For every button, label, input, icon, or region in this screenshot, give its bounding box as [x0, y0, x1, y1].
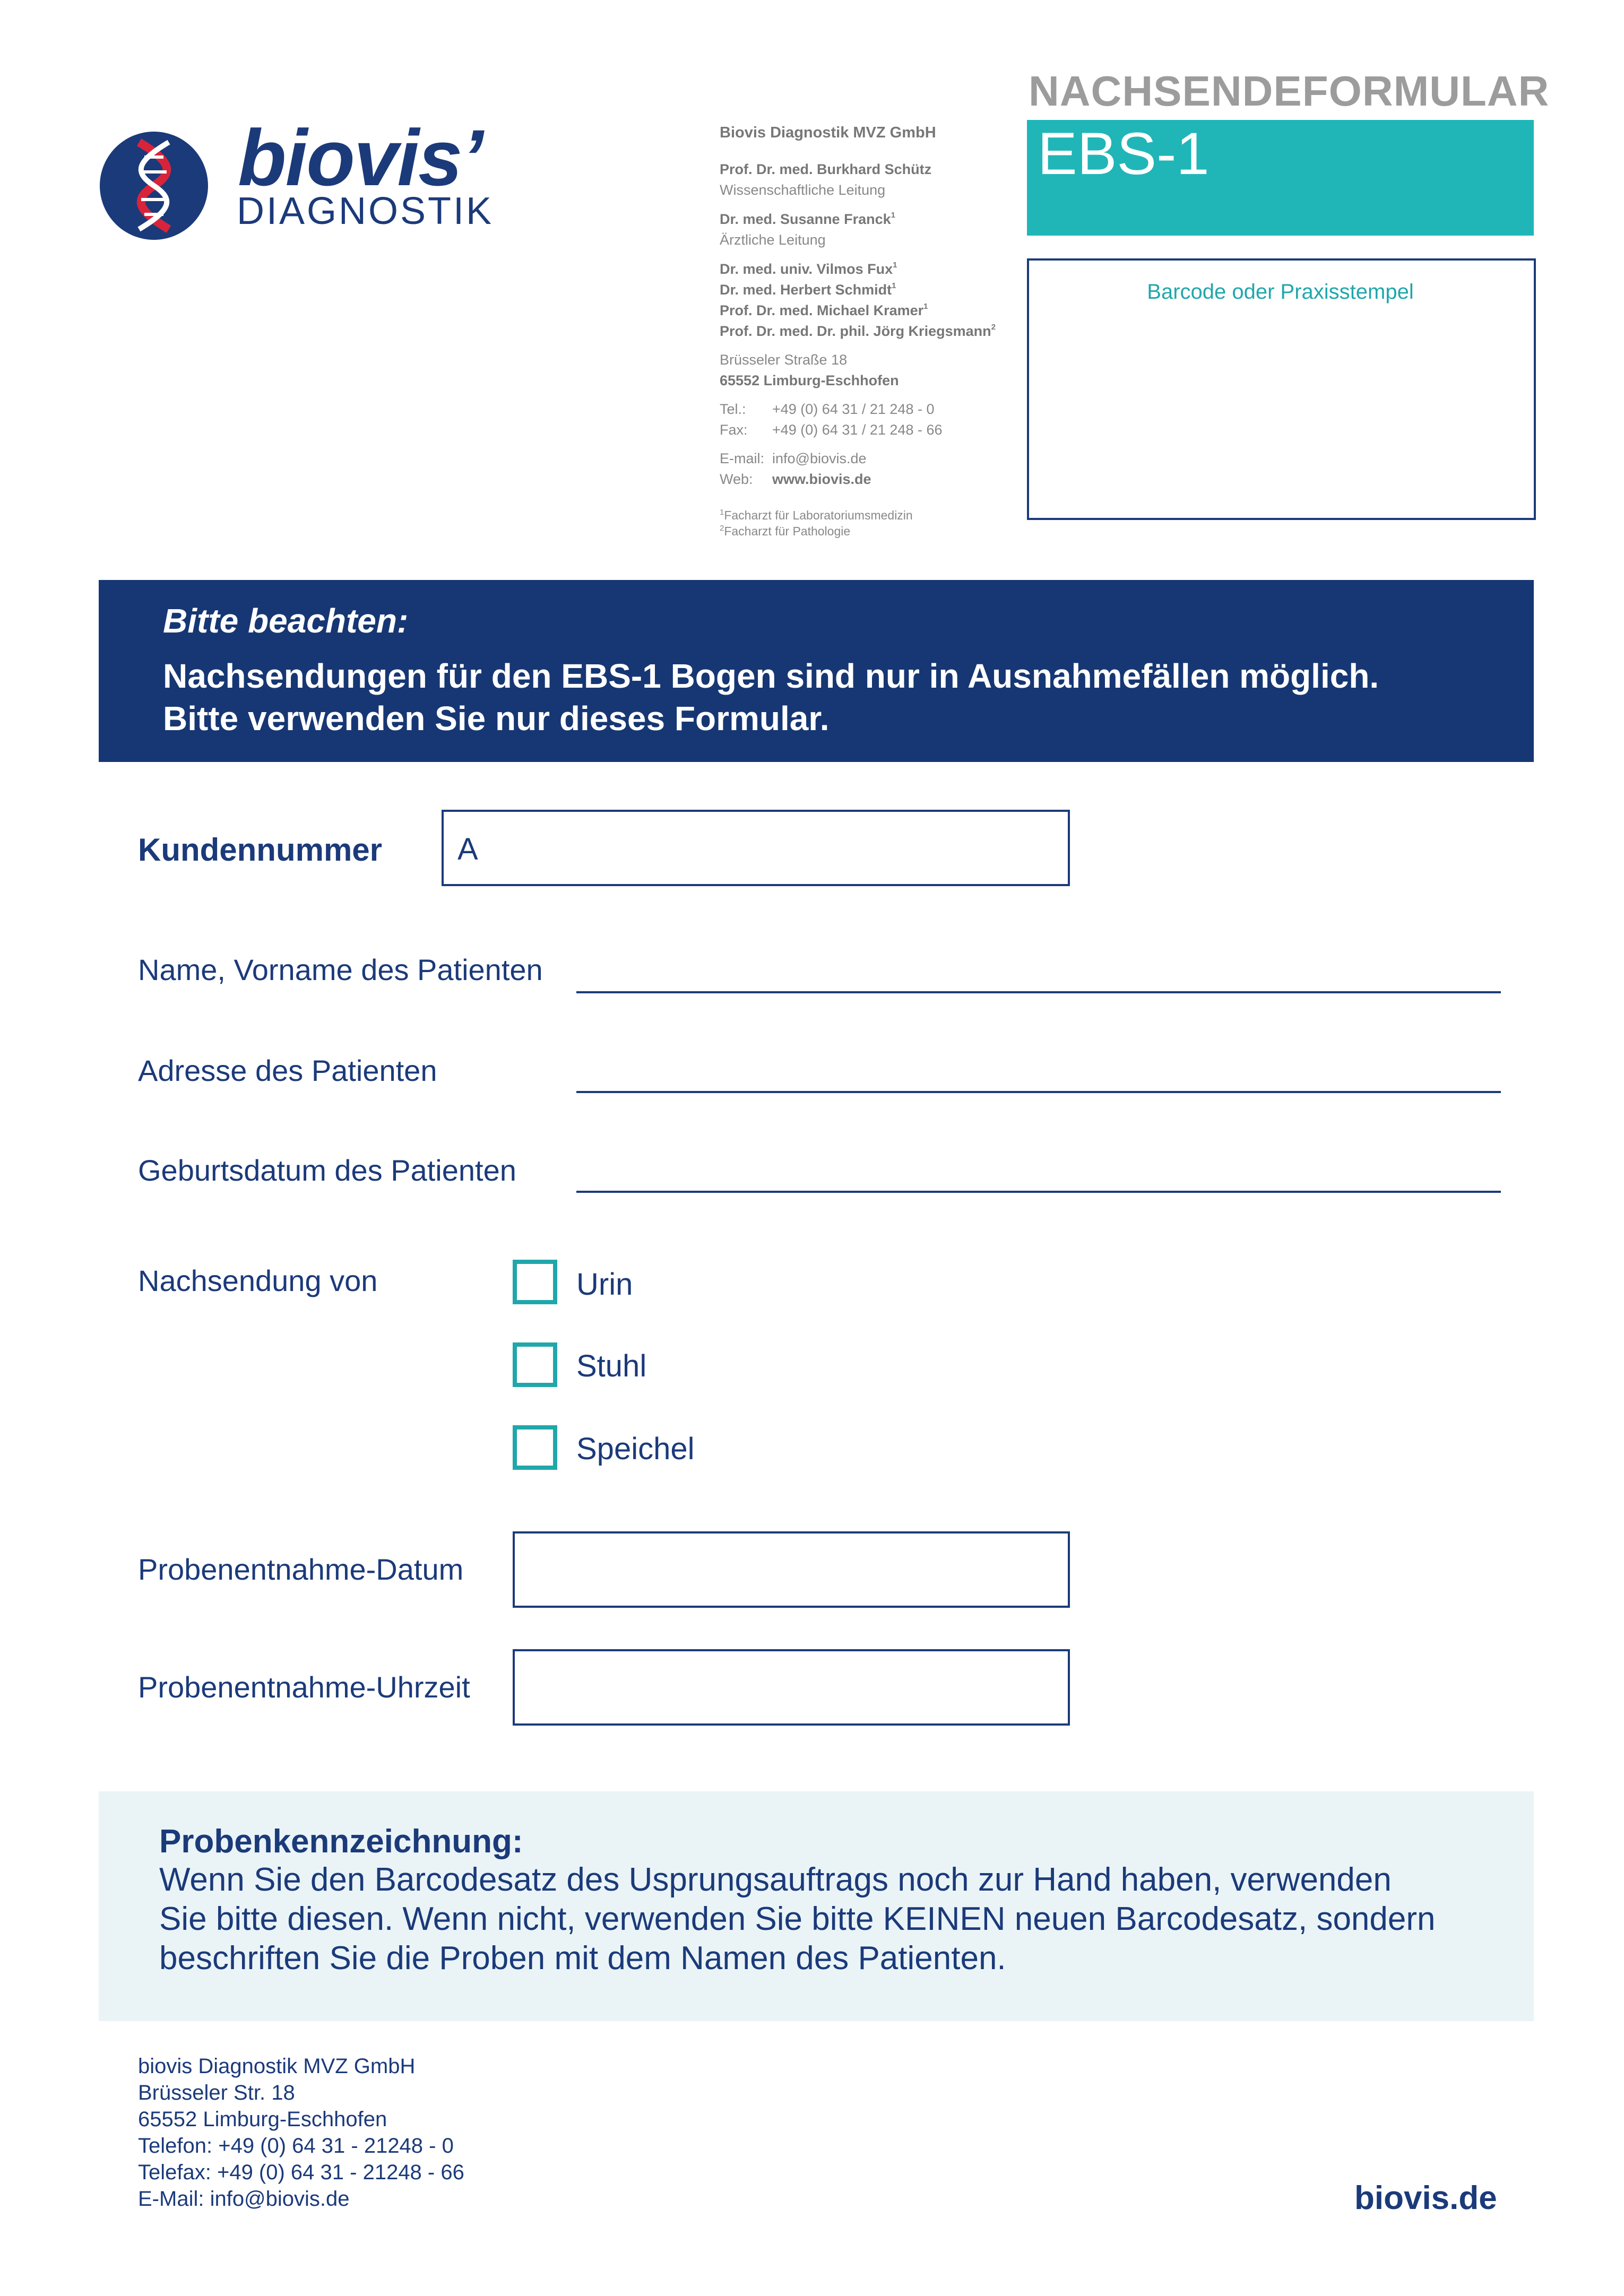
company-fax-label: Fax:: [720, 422, 748, 438]
company-tel-label: Tel.:: [720, 401, 746, 417]
patient-dob-input[interactable]: [576, 1191, 1501, 1193]
barcode-stamp-label: Barcode oder Praxisstempel: [1147, 280, 1414, 304]
footer-city: 65552 Limburg-Eschhofen: [138, 2108, 387, 2131]
customer-number-value: A: [457, 832, 478, 867]
patient-name-label: Name, Vorname des Patienten: [138, 953, 543, 986]
sample-date-label: Probenentnahme-Datum: [138, 1553, 464, 1586]
checkbox-urin[interactable]: [513, 1260, 557, 1304]
sample-date-field[interactable]: [513, 1531, 1070, 1608]
footnote-2: $^2$Facharzt für Pathologie: [720, 524, 851, 538]
sample-labeling-heading: Probenkennzeichnung:: [159, 1823, 523, 1860]
medical-director-role: Ärztliche Leitung: [720, 232, 826, 248]
patient-dob-label: Geburtsdatum des Patienten: [138, 1154, 516, 1187]
notice-line-1: Nachsendungen für den EBS-1 Bogen sind nur in Ausnahmefällen möglich.: [163, 657, 1379, 695]
company-name: Biovis Diagnostik MVZ GmbH: [720, 124, 936, 141]
company-street: Brüsseler Straße 18: [720, 352, 848, 368]
checkbox-speichel[interactable]: [513, 1425, 557, 1470]
director-role: Wissenschaftliche Leitung: [720, 182, 886, 198]
checkbox-stuhl-label: Stuhl: [576, 1349, 647, 1383]
biovis-logo-icon: [99, 131, 209, 241]
company-fax: +49 (0) 64 31 / 21 248 - 66: [772, 422, 943, 438]
patient-address-label: Adresse des Patienten: [138, 1054, 437, 1087]
logo-subtitle: DIAGNOSTIK: [237, 190, 494, 232]
footer-street: Brüsseler Str. 18: [138, 2081, 295, 2104]
customer-number-label: Kundennummer: [138, 832, 383, 868]
doctor-name: Prof. Dr. med. Dr. phil. Jörg Kriegsmann$^2$: [720, 323, 996, 339]
company-web-label: Web:: [720, 471, 753, 487]
medical-director-name: Dr. med. Susanne Franck$^1$: [720, 211, 895, 227]
company-email: info@biovis.de: [772, 450, 867, 466]
director-name: Prof. Dr. med. Burkhard Schütz: [720, 161, 932, 177]
sample-time-field[interactable]: [513, 1649, 1070, 1726]
sample-labeling-line-3: beschriften Sie die Proben mit dem Namen des Patienten.: [159, 1940, 1006, 1977]
notice-heading: Bitte beachten:: [163, 602, 409, 640]
sample-time-label: Probenentnahme-Uhrzeit: [138, 1670, 470, 1704]
footer-email: E-Mail: info@biovis.de: [138, 2187, 350, 2211]
notice-line-2: Bitte verwenden Sie nur dieses Formular.: [163, 699, 830, 738]
form-code: EBS-1: [1038, 120, 1210, 187]
doctor-name: Dr. med. Herbert Schmidt$^1$: [720, 281, 896, 298]
checkbox-speichel-label: Speichel: [576, 1432, 695, 1466]
patient-name-input[interactable]: [576, 991, 1501, 993]
footnote-1: $^1$Facharzt für Laboratoriumsmedizin: [720, 508, 913, 522]
patient-address-input[interactable]: [576, 1091, 1501, 1093]
footer-phone: Telefon: +49 (0) 64 31 - 21248 - 0: [138, 2134, 454, 2158]
footer-company: biovis Diagnostik MVZ GmbH: [138, 2055, 416, 2078]
footer-website[interactable]: biovis.de: [1354, 2180, 1497, 2216]
checkbox-urin-label: Urin: [576, 1267, 633, 1302]
sample-labeling-line-1: Wenn Sie den Barcodesatz des Usprungsauftrags noch zur Hand haben, verwenden: [159, 1861, 1392, 1898]
doctor-name: Prof. Dr. med. Michael Kramer$^1$: [720, 302, 928, 318]
company-email-label: E-mail:: [720, 450, 765, 466]
sample-labeling-line-2: Sie bitte diesen. Wenn nicht, verwenden Sie bitte KEINEN neuen Barcodesatz, sondern: [159, 1901, 1436, 1937]
company-city: 65552 Limburg-Eschhofen: [720, 372, 899, 388]
resend-label: Nachsendung von: [138, 1264, 378, 1297]
logo-wordmark: biovis’: [238, 113, 483, 202]
checkbox-stuhl[interactable]: [513, 1342, 557, 1387]
doctor-name: Dr. med. univ. Vilmos Fux$^1$: [720, 261, 897, 277]
form-title: NACHSENDEFORMULAR: [1029, 67, 1550, 115]
company-tel: +49 (0) 64 31 / 21 248 - 0: [772, 401, 935, 417]
company-web: www.biovis.de: [772, 471, 871, 487]
customer-number-field[interactable]: [442, 810, 1070, 886]
footer-fax: Telefax: +49 (0) 64 31 - 21248 - 66: [138, 2161, 464, 2184]
